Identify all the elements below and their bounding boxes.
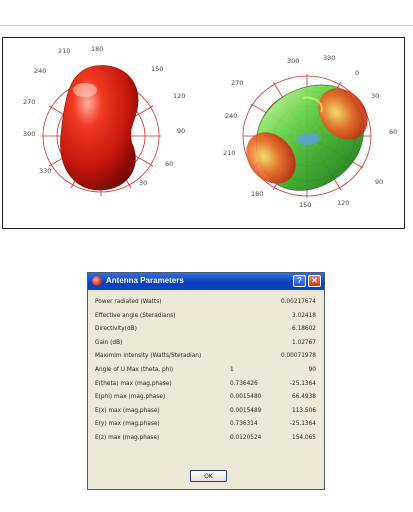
right-tick-label: 210 <box>223 149 236 157</box>
left-radiation-lobe <box>60 66 138 191</box>
parameter-row <box>88 324 324 338</box>
parameter-value-1: 0.0015480 <box>230 394 262 401</box>
antenna-parameters-dialog <box>87 272 325 490</box>
parameter-row <box>88 351 324 365</box>
parameter-value-2: 0.00071978 <box>280 353 316 360</box>
right-tick-label: 60 <box>389 128 398 136</box>
parameter-row <box>88 311 324 325</box>
dialog-title: Antenna Parameters <box>106 276 184 285</box>
left-tick-label: 240 <box>34 67 47 75</box>
parameter-value-2: -25.1364 <box>289 380 316 387</box>
parameter-value-1: 0.0120524 <box>230 434 262 441</box>
parameter-label: E(phi) max (mag,phase) <box>95 394 166 401</box>
parameter-row <box>88 365 324 379</box>
parameter-label: Maximim intensity (Watts/Steradian) <box>95 353 202 360</box>
left-tick-label: 270 <box>23 98 36 106</box>
right-tick-label: 300 <box>287 57 300 65</box>
right-tick-label: 0 <box>355 69 360 77</box>
parameter-row <box>88 433 324 447</box>
left-tick-label: 0 <box>103 183 108 191</box>
right-tick-label: 270 <box>231 79 244 87</box>
parameter-value-2: 113.506 <box>292 407 316 414</box>
parameter-value-1: 0.736426 <box>230 380 258 387</box>
parameter-row <box>88 297 324 311</box>
right-tick-label: 330 <box>323 54 336 62</box>
parameter-label: Angle of U Max (theta, phi) <box>95 366 174 373</box>
right-tick-label: 30 <box>371 92 380 100</box>
parameter-value-2: 3.02418 <box>292 312 316 319</box>
parameter-label: Effective angle (Steradians) <box>95 312 176 319</box>
parameter-list <box>88 297 324 447</box>
left-tick-label: 30 <box>139 179 148 187</box>
help-button[interactable]: ? <box>293 275 306 287</box>
left-tick-label: 180 <box>91 45 104 53</box>
parameter-value-2: 154.065 <box>292 434 316 441</box>
left-tick-label: 300 <box>23 130 36 138</box>
parameter-label: Power radiated (Watts) <box>95 299 162 305</box>
right-tick-label: 240 <box>225 112 238 120</box>
right-tick-label: 120 <box>337 199 350 207</box>
parameter-value-2: 0.00217674 <box>280 299 316 305</box>
parameter-label: E(x) max (mag,phase) <box>95 407 160 414</box>
parameter-value-2: 6.18602 <box>292 326 316 333</box>
parameter-row <box>88 379 324 393</box>
parameter-value-1: 0.0015489 <box>230 407 262 414</box>
app-icon <box>92 276 102 286</box>
parameter-label: E(y) max (mag,phase) <box>95 421 160 428</box>
top-divider <box>0 25 413 26</box>
left-tick-label: 90 <box>177 127 186 135</box>
dialog-titlebar[interactable] <box>88 273 324 290</box>
right-tick-label: 180 <box>251 190 264 198</box>
parameter-label: Gain (dB) <box>95 339 123 346</box>
ok-button[interactable]: OK <box>190 470 227 482</box>
parameter-value-2: 1.02767 <box>292 339 316 346</box>
radiation-plots-svg <box>3 38 406 230</box>
parameter-value-1: 1 <box>230 366 234 373</box>
right-tick-label: 150 <box>299 201 312 209</box>
parameter-value-1: 0.736314 <box>230 421 258 428</box>
parameter-label: Directivity(dB) <box>95 326 137 333</box>
left-tick-label: 120 <box>173 92 186 100</box>
parameter-value-2: -25.1364 <box>289 421 316 428</box>
parameter-row <box>88 406 324 420</box>
parameter-label: E(theta) max (mag,phase) <box>95 380 172 387</box>
radiation-plot-panel <box>2 37 405 229</box>
parameter-row <box>88 338 324 352</box>
close-button[interactable]: ✕ <box>308 275 321 287</box>
parameter-value-2: 66.4938 <box>292 394 316 401</box>
right-tick-label: 90 <box>375 178 384 186</box>
left-tick-label: 330 <box>39 167 52 175</box>
left-tick-label: 210 <box>58 47 71 55</box>
right-radiation-pattern <box>236 78 378 193</box>
parameter-label: E(z) max (mag,phase) <box>95 434 160 441</box>
left-tick-label: 60 <box>165 160 174 168</box>
parameter-row <box>88 392 324 406</box>
parameter-row <box>88 419 324 433</box>
left-tick-label: 150 <box>151 65 164 73</box>
parameter-value-2: 90 <box>308 366 316 373</box>
